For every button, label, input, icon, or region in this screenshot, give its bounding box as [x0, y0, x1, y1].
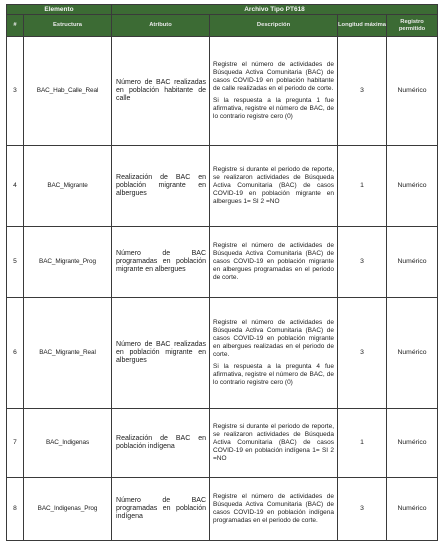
- field-attribute: Realización de BAC en población indígena: [112, 409, 210, 478]
- field-attribute: Número de BAC realizadas en población migrante en albergues: [112, 298, 210, 409]
- table-row: [7, 298, 438, 409]
- header-group-row: [7, 5, 438, 15]
- field-length: 3: [338, 298, 387, 409]
- header-archivo: Archivo Tipo PT618: [112, 5, 438, 15]
- description-paragraph: Registre el número de actividades de Búsqueda Activa Comunitaria (BAC) de casos COVID-19 en población migrante en albergues realizadas en el periodo de corte.: [213, 319, 335, 358]
- row-number: 4: [7, 146, 24, 227]
- field-register: Numérico: [387, 409, 438, 478]
- field-description: [210, 478, 338, 541]
- header-descripcion: Descripción: [210, 15, 338, 37]
- table-row: [7, 478, 438, 541]
- header-registro: Registro permitido: [387, 15, 438, 37]
- header-num: #: [7, 15, 24, 37]
- field-name: BAC_Hab_Calle_Real: [24, 37, 112, 146]
- field-attribute: Número de BAC programadas en población migrante en albergues: [112, 227, 210, 298]
- field-attribute: Número de BAC programadas en población indígena: [112, 478, 210, 541]
- description-paragraph: Registre el número de actividades de Búsqueda Activa Comunitaria (BAC) de casos COVID-19 en población migrante en albergues programadas en el periodo de corte.: [213, 242, 335, 281]
- table-row: [7, 37, 438, 146]
- table-row: [7, 227, 438, 298]
- description-paragraph: Registre si durante el periodo de reporte, se realizaron actividades de Búsqueda Activa Comunitaria (BAC) de casos COVID-19 en población indígena 1= SI 2 =NO: [213, 423, 335, 462]
- row-number: 3: [7, 37, 24, 146]
- field-description: [210, 37, 338, 146]
- field-description: [210, 298, 338, 409]
- description-paragraph: Si la respuesta a la pregunta 1 fue afirmativa, registre el número de BAC, de lo contrario registre cero (0): [213, 96, 335, 120]
- field-name: BAC_Migrante_Prog: [24, 227, 112, 298]
- field-name: BAC_Indigenas_Prog: [24, 478, 112, 541]
- field-name: BAC_Migrante_Real: [24, 298, 112, 409]
- field-attribute: Número de BAC realizadas en población habitante de calle: [112, 37, 210, 146]
- row-number: 6: [7, 298, 24, 409]
- field-description: [210, 227, 338, 298]
- header-estructura: Estructura: [24, 15, 112, 37]
- field-length: 3: [338, 478, 387, 541]
- field-attribute: Realización de BAC en población migrante en albergues: [112, 146, 210, 227]
- description-paragraph: Si la respuesta a la pregunta 4 fue afirmativa, registre el número de BAC, de lo contrario registre cero (0): [213, 362, 335, 386]
- header-columns-row: [7, 15, 438, 37]
- field-register: Numérico: [387, 478, 438, 541]
- table-row: [7, 409, 438, 478]
- field-description: [210, 409, 338, 478]
- header-atributo: Atributo: [112, 15, 210, 37]
- description-paragraph: Registre el número de actividades de Búsqueda Activa Comunitaria (BAC) de casos COVID-19 en población indígena programadas en el periodo de corte.: [213, 493, 335, 524]
- row-number: 5: [7, 227, 24, 298]
- row-number: 8: [7, 478, 24, 541]
- header-longitud: Longitud máxima: [338, 15, 387, 37]
- field-register: Numérico: [387, 146, 438, 227]
- field-length: 3: [338, 37, 387, 146]
- description-paragraph: Registre si durante el periodo de reporte, se realizaron actividades de Búsqueda Activa Comunitaria (BAC) de casos COVID-19 en población migrante en albergues 1= SI 2 =NO: [213, 166, 335, 205]
- field-register: Numérico: [387, 227, 438, 298]
- table-row: [7, 146, 438, 227]
- description-paragraph: Registre el número de actividades de Búsqueda Activa Comunitaria (BAC) de casos COVID-19 en población habitante de calle realizadas en el periodo de corte.: [213, 61, 335, 93]
- field-register: Numérico: [387, 298, 438, 409]
- specification-table: [6, 4, 438, 541]
- document-page: [6, 4, 437, 535]
- field-name: BAC_Migrante: [24, 146, 112, 227]
- field-length: 1: [338, 146, 387, 227]
- header-elemento: Elemento: [7, 5, 112, 15]
- row-number: 7: [7, 409, 24, 478]
- field-description: [210, 146, 338, 227]
- field-length: 3: [338, 227, 387, 298]
- field-register: Numérico: [387, 37, 438, 146]
- field-length: 1: [338, 409, 387, 478]
- field-name: BAC_Indigenas: [24, 409, 112, 478]
